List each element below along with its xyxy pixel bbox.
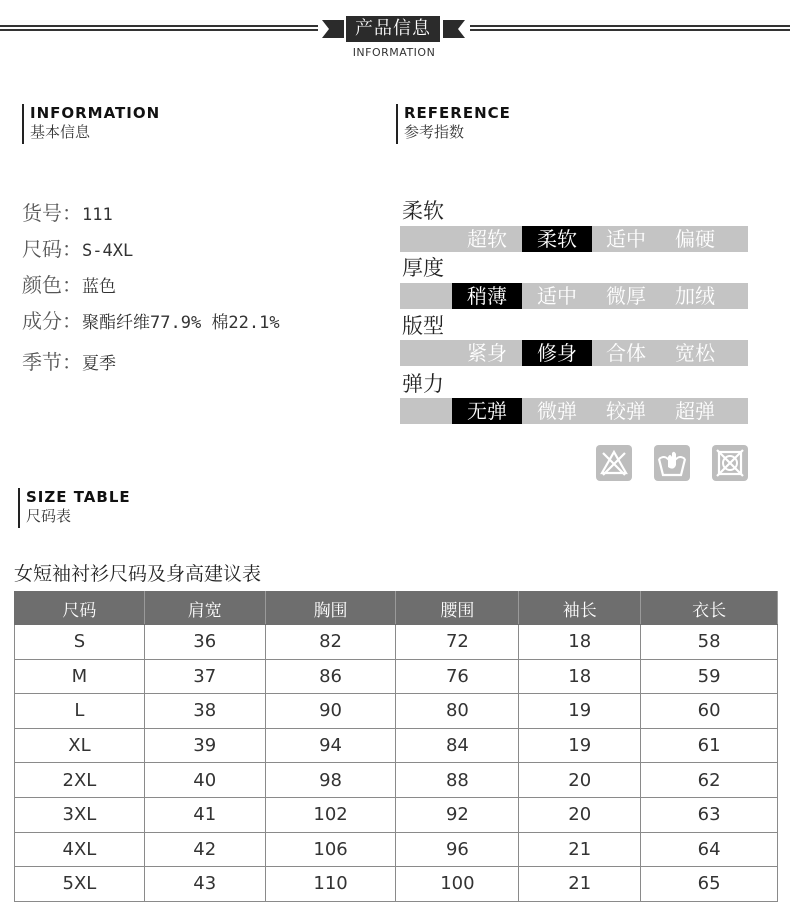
table-cell: M xyxy=(15,659,145,694)
column-header: 袖长 xyxy=(519,592,641,625)
table-row xyxy=(15,625,778,660)
table-cell: 18 xyxy=(519,625,641,660)
table-cell: 20 xyxy=(519,763,641,798)
info-value: 111 xyxy=(82,205,113,225)
info-item-code xyxy=(22,197,113,226)
ref-option: 超弹 xyxy=(675,399,715,423)
table-row xyxy=(15,694,778,729)
header-rule-left xyxy=(0,25,318,31)
table-cell: 88 xyxy=(396,763,519,798)
table-cell: 102 xyxy=(265,797,396,832)
table-cell: 5XL xyxy=(15,867,145,902)
ref-softness-title: 柔软 xyxy=(402,199,444,223)
table-cell: 20 xyxy=(519,797,641,832)
table-cell: L xyxy=(15,694,145,729)
ref-option: 合体 xyxy=(606,341,646,365)
table-cell: 40 xyxy=(144,763,265,798)
table-row xyxy=(15,867,778,902)
table-cell: 65 xyxy=(641,867,778,902)
table-header-row xyxy=(15,592,778,625)
table-cell: 92 xyxy=(396,797,519,832)
info-label: 颜色： xyxy=(22,273,82,297)
table-row xyxy=(15,728,778,763)
size-table-caption: 女短袖衬衫尺码及身高建议表 xyxy=(14,563,262,585)
table-cell: 80 xyxy=(396,694,519,729)
table-cell: 100 xyxy=(396,867,519,902)
table-cell: 62 xyxy=(641,763,778,798)
info-value: S-4XL xyxy=(82,241,134,261)
reference-section-cn: 参考指数 xyxy=(404,123,465,141)
table-cell: 64 xyxy=(641,832,778,867)
table-cell: 60 xyxy=(641,694,778,729)
table-cell: 84 xyxy=(396,728,519,763)
info-item-season xyxy=(22,346,116,375)
size-section-cn: 尺码表 xyxy=(26,507,72,525)
column-header: 衣长 xyxy=(641,592,778,625)
table-cell: 19 xyxy=(519,694,641,729)
table-cell: 3XL xyxy=(15,797,145,832)
no-tumble-dry-icon xyxy=(712,445,748,481)
size-section-en: SIZE TABLE xyxy=(26,488,131,506)
table-cell: 82 xyxy=(265,625,396,660)
table-cell: 96 xyxy=(396,832,519,867)
ref-option: 稍薄 xyxy=(452,283,522,309)
info-label: 货号： xyxy=(22,201,82,225)
header-title: 产品信息 xyxy=(346,16,440,42)
table-cell: 21 xyxy=(519,832,641,867)
info-value: 蓝色 xyxy=(82,277,116,297)
ref-option: 宽松 xyxy=(675,341,715,365)
table-cell: 18 xyxy=(519,659,641,694)
info-label: 成分： xyxy=(22,309,82,333)
table-cell: 41 xyxy=(144,797,265,832)
ref-option: 微厚 xyxy=(606,284,646,308)
info-section-en: INFORMATION xyxy=(30,104,161,122)
header-rule-right xyxy=(470,25,790,31)
table-cell: 38 xyxy=(144,694,265,729)
table-cell: 21 xyxy=(519,867,641,902)
column-header: 腰围 xyxy=(396,592,519,625)
reference-section-en: REFERENCE xyxy=(404,104,511,122)
table-cell: 110 xyxy=(265,867,396,902)
info-value: 夏季 xyxy=(82,354,116,374)
table-row xyxy=(15,763,778,798)
size-table xyxy=(14,591,778,902)
table-cell: 106 xyxy=(265,832,396,867)
ref-option: 无弹 xyxy=(452,398,522,424)
info-label: 尺码： xyxy=(22,237,82,261)
info-label: 季节： xyxy=(22,350,82,374)
ref-thickness-bar xyxy=(400,283,748,309)
table-cell: 61 xyxy=(641,728,778,763)
ref-option: 紧身 xyxy=(467,341,507,365)
info-item-size xyxy=(22,233,133,262)
header-subtitle: INFORMATION xyxy=(352,46,436,59)
hand-wash-icon xyxy=(654,445,690,481)
ref-option: 加绒 xyxy=(675,284,715,308)
ribbon-right-icon xyxy=(443,18,465,40)
table-cell: 58 xyxy=(641,625,778,660)
table-row xyxy=(15,832,778,867)
column-header: 肩宽 xyxy=(144,592,265,625)
info-item-color xyxy=(22,269,116,298)
info-item-material xyxy=(22,305,280,334)
ref-option: 微弹 xyxy=(537,399,577,423)
table-cell: 86 xyxy=(265,659,396,694)
info-section-cn: 基本信息 xyxy=(30,123,91,141)
info-section-title xyxy=(22,104,160,144)
ref-option: 柔软 xyxy=(522,226,592,252)
table-cell: 19 xyxy=(519,728,641,763)
info-value: 聚酯纤维77.9% 棉22.1% xyxy=(82,313,280,333)
ref-fit-title: 版型 xyxy=(402,314,444,338)
no-bleach-icon xyxy=(596,445,632,481)
ref-option: 适中 xyxy=(606,227,646,251)
ribbon-left-icon xyxy=(322,18,344,40)
table-cell: XL xyxy=(15,728,145,763)
table-cell: 98 xyxy=(265,763,396,798)
table-cell: 59 xyxy=(641,659,778,694)
table-cell: 37 xyxy=(144,659,265,694)
table-cell: 42 xyxy=(144,832,265,867)
table-cell: 90 xyxy=(265,694,396,729)
table-row xyxy=(15,797,778,832)
table-cell: 39 xyxy=(144,728,265,763)
table-cell: 2XL xyxy=(15,763,145,798)
ref-softness-bar xyxy=(400,226,748,252)
ref-thickness-title: 厚度 xyxy=(402,256,444,280)
column-header: 胸围 xyxy=(265,592,396,625)
column-header: 尺码 xyxy=(15,592,145,625)
table-cell: 94 xyxy=(265,728,396,763)
ref-option: 偏硬 xyxy=(675,227,715,251)
ref-fit-bar xyxy=(400,340,748,366)
table-cell: 4XL xyxy=(15,832,145,867)
table-cell: 36 xyxy=(144,625,265,660)
ref-option: 较弹 xyxy=(606,399,646,423)
table-cell: 72 xyxy=(396,625,519,660)
size-table-body xyxy=(15,625,778,902)
table-row xyxy=(15,659,778,694)
table-cell: 76 xyxy=(396,659,519,694)
reference-section-title xyxy=(396,104,511,144)
table-cell: 43 xyxy=(144,867,265,902)
ref-option: 超软 xyxy=(467,227,507,251)
size-section-title xyxy=(18,488,131,528)
ref-option: 适中 xyxy=(537,284,577,308)
ref-elasticity-bar xyxy=(400,398,748,424)
table-cell: S xyxy=(15,625,145,660)
table-cell: 63 xyxy=(641,797,778,832)
ref-option: 修身 xyxy=(522,340,592,366)
ref-elasticity-title: 弹力 xyxy=(402,372,444,396)
